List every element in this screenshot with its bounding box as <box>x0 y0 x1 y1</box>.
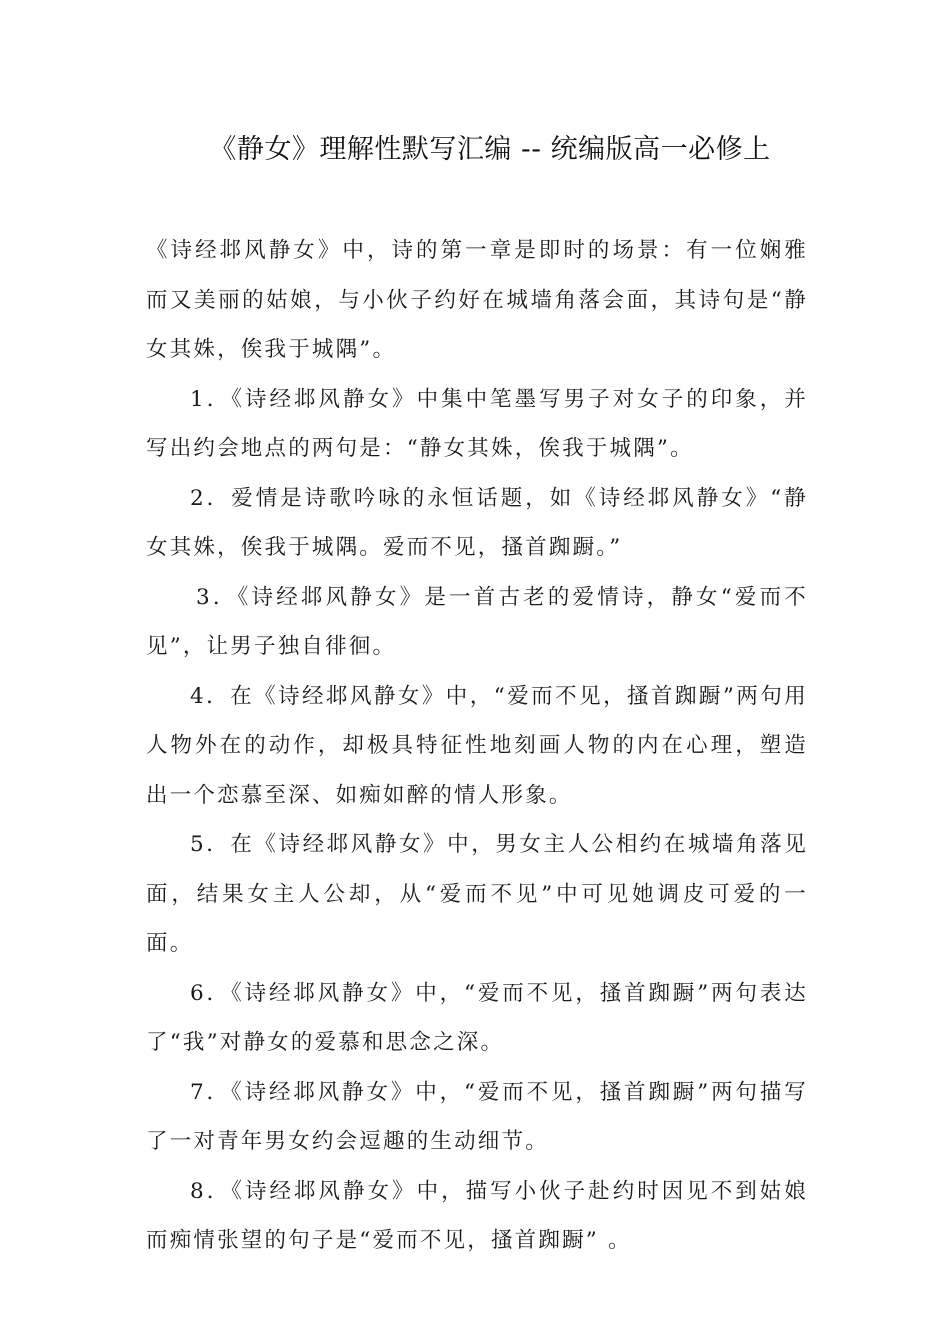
question-item-3: 3．《诗经邶风静女》是一首古老的爱情诗，静女“爱而不见”，让男子独自徘徊。 <box>146 584 808 659</box>
document-body <box>146 226 808 1266</box>
question-item-1: 1．《诗经邶风静女》中集中笔墨写男子对女子的印象，并写出约会地点的两句是：“静女其姝，俟我于城隅”。 <box>146 386 808 461</box>
question-item-6: 6．《诗经邶风静女》中，“爱而不见，搔首踟蹰”两句表达了“我”对静女的爱慕和思念之深。 <box>146 980 808 1055</box>
document-title: 《静女》理解性默写汇编 -- 统编版高一必修上 <box>209 134 771 165</box>
question-item-7: 7．《诗经邶风静女》中，“爱而不见，搔首踟蹰”两句描写了一对青年男女约会逗趣的生动细节。 <box>146 1079 808 1154</box>
intro-paragraph: 《诗经邶风静女》中，诗的第一章是即时的场景：有一位娴雅而又美丽的姑娘，与小伙子约好在城墙角落会面，其诗句是“静女其姝，俟我于城隅”。 <box>146 238 808 362</box>
question-item-4: 4．在《诗经邶风静女》中，“爱而不见，搔首踟蹰”两句用人物外在的动作，却极具特征性地刻画人物的内在心理，塑造出一个恋慕至深、如痴如醉的情人形象。 <box>146 683 808 808</box>
question-item-8: 8．《诗经邶风静女》中，描写小伙子赴约时因见不到姑娘而痴情张望的句子是“爱而不见，搔首踟蹰” 。 <box>146 1178 808 1253</box>
question-item-5: 5．在《诗经邶风静女》中，男女主人公相约在城墙角落见面，结果女主人公却，从“爱而不见”中可见她调皮可爱的一面。 <box>146 832 808 956</box>
question-item-2: 2．爱情是诗歌吟咏的永恒话题，如《诗经邶风静女》“静女其姝，俟我于城隅。爱而不见，搔首踟蹰。” <box>146 485 808 560</box>
